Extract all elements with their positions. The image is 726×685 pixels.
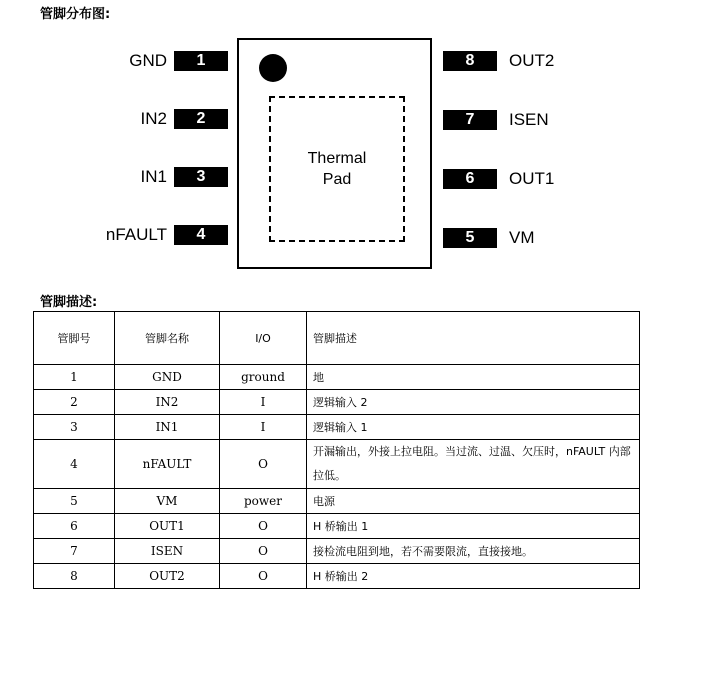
chip-package xyxy=(237,38,432,269)
pin-number-6: 6 xyxy=(443,169,497,189)
cell-pin-number: 6 xyxy=(34,514,115,539)
pin-number-8: 8 xyxy=(443,51,497,71)
pin-description-table xyxy=(33,311,640,589)
cell-pin-name: OUT1 xyxy=(115,514,220,539)
cell-pin-name: ISEN xyxy=(115,539,220,564)
pin-number-3: 3 xyxy=(174,167,228,187)
cell-pin-number: 4 xyxy=(34,440,115,489)
thermal-pad-label-line1: Thermal xyxy=(307,150,367,167)
header-io: I/O xyxy=(220,312,307,365)
cell-io: I xyxy=(220,390,307,415)
cell-description: 逻辑输入 1 xyxy=(307,415,640,440)
table-row xyxy=(34,539,640,564)
cell-pin-number: 5 xyxy=(34,489,115,514)
cell-description: H 桥输出 1 xyxy=(307,514,640,539)
cell-pin-name: IN2 xyxy=(115,390,220,415)
table-row xyxy=(34,365,640,390)
pin-name-in1: IN1 xyxy=(140,167,167,186)
pin-description-heading: 管脚描述: xyxy=(40,295,98,310)
table-row xyxy=(34,390,640,415)
cell-pin-name: IN1 xyxy=(115,415,220,440)
pin-name-nfault: nFAULT xyxy=(105,225,167,244)
cell-pin-number: 3 xyxy=(34,415,115,440)
cell-pin-name: nFAULT xyxy=(115,440,220,489)
cell-description: 接检流电阻到地，若不需要限流，直接接地。 xyxy=(307,539,640,564)
cell-io: O xyxy=(220,514,307,539)
pin-name-gnd: GND xyxy=(129,51,167,70)
thermal-pad-label-line2: Pad xyxy=(322,171,352,188)
table-row xyxy=(34,564,640,589)
table-header-row xyxy=(34,312,640,365)
pin-name-out1: OUT1 xyxy=(509,169,555,188)
cell-description: 开漏输出，外接上拉电阻。当过流、过温、欠压时，nFAULT 内部拉低。 xyxy=(307,440,640,489)
cell-pin-number: 1 xyxy=(34,365,115,390)
cell-description: 地 xyxy=(307,365,640,390)
cell-io: O xyxy=(220,539,307,564)
pin-name-vm: VM xyxy=(509,228,535,247)
cell-io: O xyxy=(220,564,307,589)
pin-number-2: 2 xyxy=(174,109,228,129)
thermal-pad xyxy=(269,96,405,242)
header-pin-description: 管脚描述 xyxy=(307,312,640,365)
cell-io: ground xyxy=(220,365,307,390)
cell-description: H 桥输出 2 xyxy=(307,564,640,589)
cell-pin-number: 8 xyxy=(34,564,115,589)
pin-number-7: 7 xyxy=(443,110,497,130)
cell-io: O xyxy=(220,440,307,489)
pin-name-in2: IN2 xyxy=(140,109,167,128)
cell-description: 逻辑输入 2 xyxy=(307,390,640,415)
pin-layout-heading: 管脚分布图: xyxy=(40,7,111,22)
pin-number-5: 5 xyxy=(443,228,497,248)
pin1-indicator-dot xyxy=(259,54,287,82)
header-pin-number: 管脚号 xyxy=(34,312,115,365)
thermal-pad-label xyxy=(271,148,403,190)
table-row xyxy=(34,440,640,489)
cell-io: I xyxy=(220,415,307,440)
cell-pin-name: OUT2 xyxy=(115,564,220,589)
pin-number-4: 4 xyxy=(174,225,228,245)
cell-io: power xyxy=(220,489,307,514)
pin-name-isen: ISEN xyxy=(509,110,549,129)
cell-pin-number: 2 xyxy=(34,390,115,415)
cell-pin-name: GND xyxy=(115,365,220,390)
table-row xyxy=(34,415,640,440)
pin-name-out2: OUT2 xyxy=(509,51,555,70)
cell-pin-name: VM xyxy=(115,489,220,514)
pin-number-1: 1 xyxy=(174,51,228,71)
table-row xyxy=(34,514,640,539)
cell-description: 电源 xyxy=(307,489,640,514)
table-row xyxy=(34,489,640,514)
cell-pin-number: 7 xyxy=(34,539,115,564)
header-pin-name: 管脚名称 xyxy=(115,312,220,365)
